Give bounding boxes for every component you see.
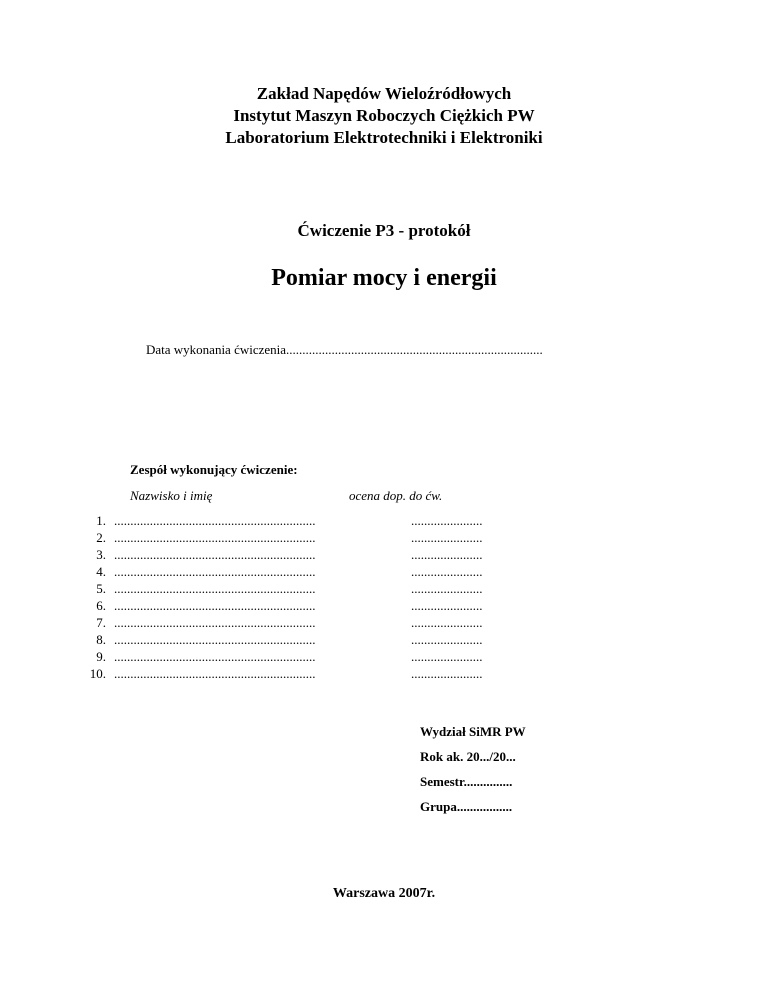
member-name-field: .............................................................. [114, 530, 316, 545]
member-number: 5. [96, 581, 106, 596]
exercise-label: Ćwiczenie P3 - protokół [297, 221, 471, 240]
grade-column-header: ocena dop. do ćw. [349, 488, 443, 503]
member-grade-field: ...................... [411, 530, 483, 545]
member-name-field: .............................................................. [114, 615, 316, 630]
member-name-field: .............................................................. [114, 513, 316, 528]
member-number: 9. [96, 649, 106, 664]
member-number: 1. [96, 513, 106, 528]
faculty-label: Wydział SiMR PW [420, 724, 526, 739]
institute-department: Zakład Napędów Wieloźródłowych [256, 84, 512, 103]
institute-name: Instytut Maszyn Roboczych Ciężkich PW [233, 106, 535, 125]
member-number: 2. [96, 530, 106, 545]
team-heading: Zespół wykonujący ćwiczenie: [130, 462, 298, 477]
member-name-field: .............................................................. [114, 666, 316, 681]
member-grade-field: ...................... [411, 632, 483, 647]
date-field: Data wykonania ćwiczenia............................................................................... [146, 342, 543, 357]
member-number: 3. [96, 547, 106, 562]
member-grade-field: ...................... [411, 564, 483, 579]
member-name-field: .............................................................. [114, 564, 316, 579]
member-grade-field: ...................... [411, 649, 483, 664]
member-number: 4. [96, 564, 106, 579]
member-number: 6. [96, 598, 106, 613]
member-name-field: .............................................................. [114, 581, 316, 596]
footer-place-date: Warszawa 2007r. [332, 886, 436, 901]
member-name-field: .............................................................. [114, 649, 316, 664]
group-field: Grupa................. [420, 799, 513, 814]
member-name-field: .............................................................. [114, 547, 316, 562]
academic-year-field: Rok ak. 20.../20... [420, 749, 516, 764]
semester-field: Semestr............... [420, 774, 513, 789]
page-title: Pomiar mocy i energii [271, 265, 497, 291]
member-grade-field: ...................... [411, 581, 483, 596]
member-grade-field: ...................... [411, 615, 483, 630]
laboratory-name: Laboratorium Elektrotechniki i Elektroniki [225, 128, 543, 147]
member-number: 10. [89, 666, 106, 681]
member-name-field: .............................................................. [114, 598, 316, 613]
member-number: 7. [96, 615, 106, 630]
member-grade-field: ...................... [411, 547, 483, 562]
member-grade-field: ...................... [411, 598, 483, 613]
member-name-field: .............................................................. [114, 632, 316, 647]
name-column-header: Nazwisko i imię [130, 488, 213, 503]
member-grade-field: ...................... [411, 666, 483, 681]
member-number: 8. [96, 632, 106, 647]
member-grade-field: ...................... [411, 513, 483, 528]
